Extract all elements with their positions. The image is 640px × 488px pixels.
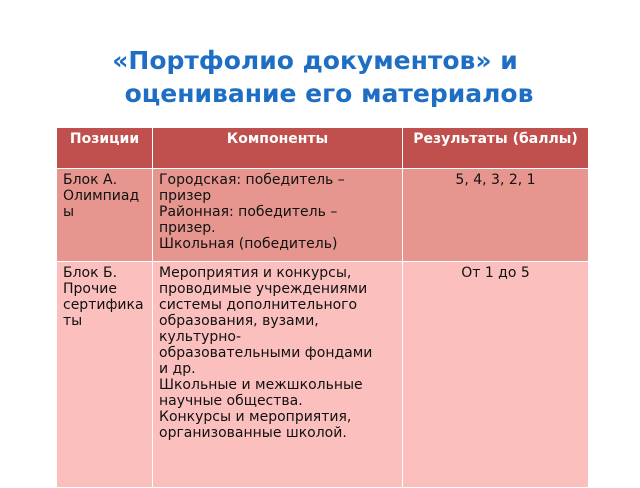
component-line: научные общества. [159,393,303,409]
component-line: Конкурсы и мероприятия, [159,409,352,425]
header-results: Результаты (баллы) [403,128,589,169]
component-line: и др. [159,361,196,377]
component-line: проводимые учреждениями [159,281,368,297]
component-line: организованные школой. [159,425,347,441]
cell-results-block-a: 5, 4, 3, 2, 1 [403,169,589,262]
cell-results-block-b: От 1 до 5 [403,262,589,488]
slide-title-line-2: оценивание его материалов [124,79,534,108]
component-line: Городская: победитель – [159,172,345,188]
component-line: Мероприятия и конкурсы, [159,265,352,281]
position-line: Блок Б. [63,265,118,281]
position-line: Прочие [63,281,117,297]
component-line: культурно- [159,329,242,345]
position-line: Олимпиад [63,188,140,204]
component-line: системы дополнительного [159,297,358,313]
position-line: Блок А. [63,172,118,188]
component-line: призер. [159,220,216,236]
position-line: ы [63,204,75,220]
component-line: Школьные и межшкольные [159,377,363,393]
component-line: образования, вузами, [159,313,319,329]
component-line: призер [159,188,212,204]
table-header-row [57,128,589,169]
component-line: Районная: победитель – [159,204,338,220]
cell-position-block-a [57,169,153,262]
cell-components-block-b [153,262,403,488]
header-components: Компоненты [153,128,403,169]
component-line: образовательными фондами [159,345,373,361]
slide-title-line-1: «Портфолио документов» и [112,46,518,75]
slide-title [0,44,640,110]
cell-position-block-b [57,262,153,488]
table-row-block-b [57,262,589,488]
component-line: Школьная (победитель) [159,236,338,252]
cell-components-block-a [153,169,403,262]
position-line: сертифика [63,297,144,313]
position-line: ты [63,313,83,329]
table-row-block-a [57,169,589,262]
portfolio-table [56,127,589,488]
header-positions: Позиции [57,128,153,169]
